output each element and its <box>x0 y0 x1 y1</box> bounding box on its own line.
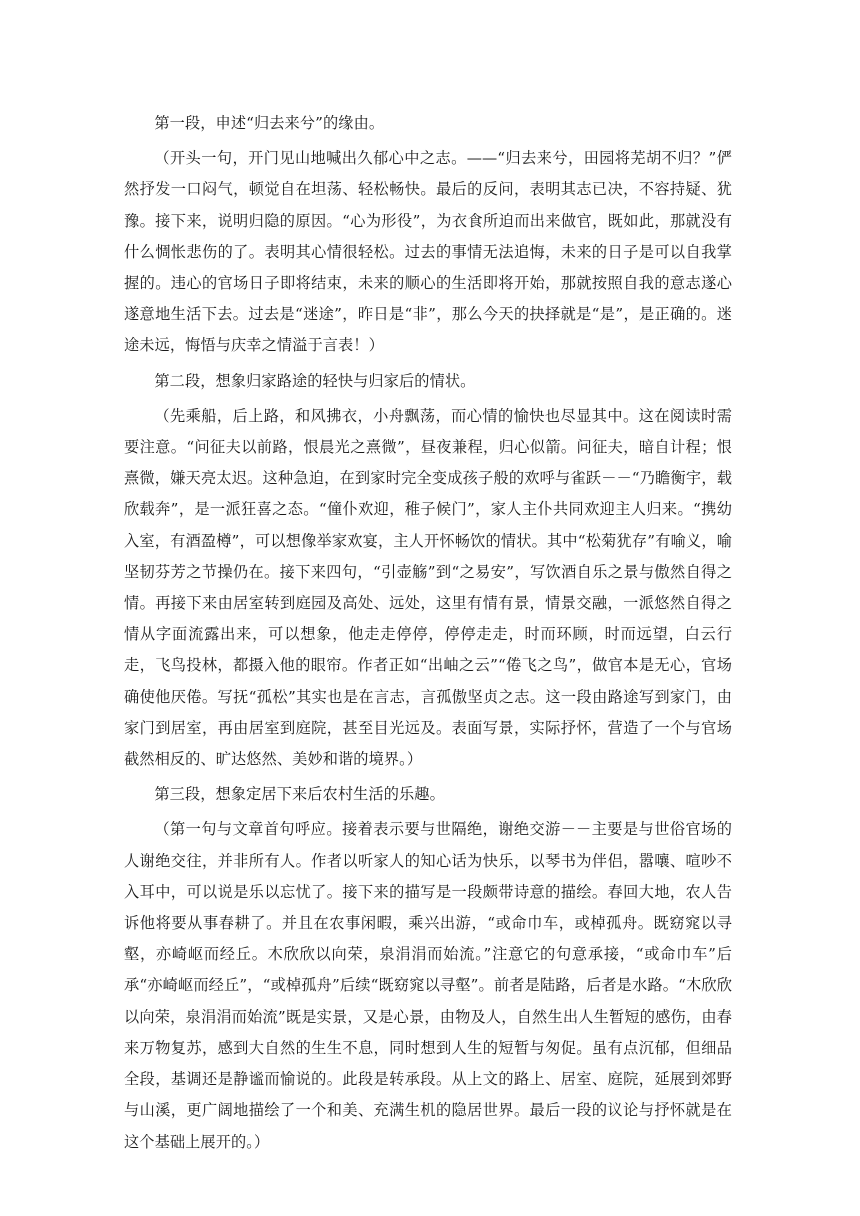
section-3-body: （第一句与文章首句呼应。接着表示要与世隔绝，谢绝交游－－主要是与世俗官场的人谢绝交往，并非所有人。作者以听家人的知心话为快乐，以琴书为伴侣，嚣嚷、喧吵不入耳中，可以说是乐以忘忧了。接下来的描写是一段颇带诗意的描绘。春回大地，农人告诉他将要从事春耕了。并且在农事闲暇，乘兴出游，“或命巾车，或棹孤舟。既窈窕以寻壑，亦崎岖而经丘。木欣欣以向荣，泉涓涓而始流。”注意它的句意承接，“或命巾车”后承“亦崎岖而经丘”，“或棹孤舟”后续“既窈窕以寻壑”。前者是陆路，后者是水路。“木欣欣以向荣，泉涓涓而始流”既是实景，又是心景，由物及人，自然生出人生暂短的感伤，由春来万物复苏，感到大自然的生生不息，同时想到人生的短暂与匆促。虽有点沉郁，但细品全段，基调还是静谧而愉说的。此段是转承段。从上文的路上、居室、庭院，延展到郊野与山溪，更广阔地描绘了一个和美、充满生机的隐居世界。最后一段的议论与抒怀就是在这个基础上展开的。） <box>124 820 732 1151</box>
section-2-heading: 第二段，想象归家路途的轻快与归家后的情状。 <box>154 371 476 390</box>
section-3-heading: 第三段，想象定居下来后农村生活的乐趣。 <box>154 785 445 804</box>
document-page <box>124 108 732 1162</box>
section-2-body: （先乘船，后上路，和风拂衣，小舟飘荡，而心情的愉快也尽显其中。这在阅读时需要注意。“问征夫以前路，恨晨光之熹微”，昼夜兼程，归心似箭。问征夫，暗自计程；恨熹微，嫌天亮太迟。这种急迫，在到家时完全变成孩子般的欢呼与雀跃－－“乃瞻衡宇，载欣载奔”，是一派狂喜之态。“僮仆欢迎，稚子候门”，家人主仆共同欢迎主人归来。“携幼入室，有酒盈樽”，可以想像举家欢宴，主人开怀畅饮的情状。其中“松菊犹存”有喻义，喻坚韧芬芳之节操仍在。接下来四句，“引壶觞”到“之易安”，写饮酒自乐之景与傲然自得之情。再接下来由居室转到庭园及高处、远处，这里有情有景，情景交融，一派悠然自得之情从字面流露出来，可以想象，他走走停停，停停走走，时而环顾，时而远望，白云行走，飞鸟投林，都摄入他的眼帘。作者正如“出岫之云”“倦飞之鸟”，做官本是无心，官场确使他厌倦。写抚“孤松”其实也是在言志，言孤傲坚贞之志。这一段由路途写到家门，由家门到居室，再由居室到庭院，甚至目光远及。表面写景，实际抒怀，营造了一个与官场截然相反的、旷达悠然、美妙和谐的境界。） <box>124 406 732 769</box>
section-1-heading: 第一段，申述“归去来兮”的缘由。 <box>154 114 385 132</box>
section-1-body: （开头一句，开门见山地喊出久郁心中之志。——“归去来兮，田园将芜胡不归？”俨然抒发一口闷气，顿觉自在坦荡、轻松畅快。最后的反问，表明其志已决，不容持疑、犹豫。接下来，说明归隐的原因。“心为形役”，为衣食所迫而出来做官，既如此，那就没有什么惆怅悲伤的了。表明其心情很轻松。过去的事情无法追悔，未来的日子是可以自我掌握的。违心的官场日子即将结束，未来的顺心的生活即将开始，那就按照自我的意志遂心遂意地生活下去。过去是“迷途”，昨日是“非”，那么今天的抉择就是“是”，是正确的。迷途未远，悔悟与庆幸之情溢于言表！） <box>124 149 732 355</box>
